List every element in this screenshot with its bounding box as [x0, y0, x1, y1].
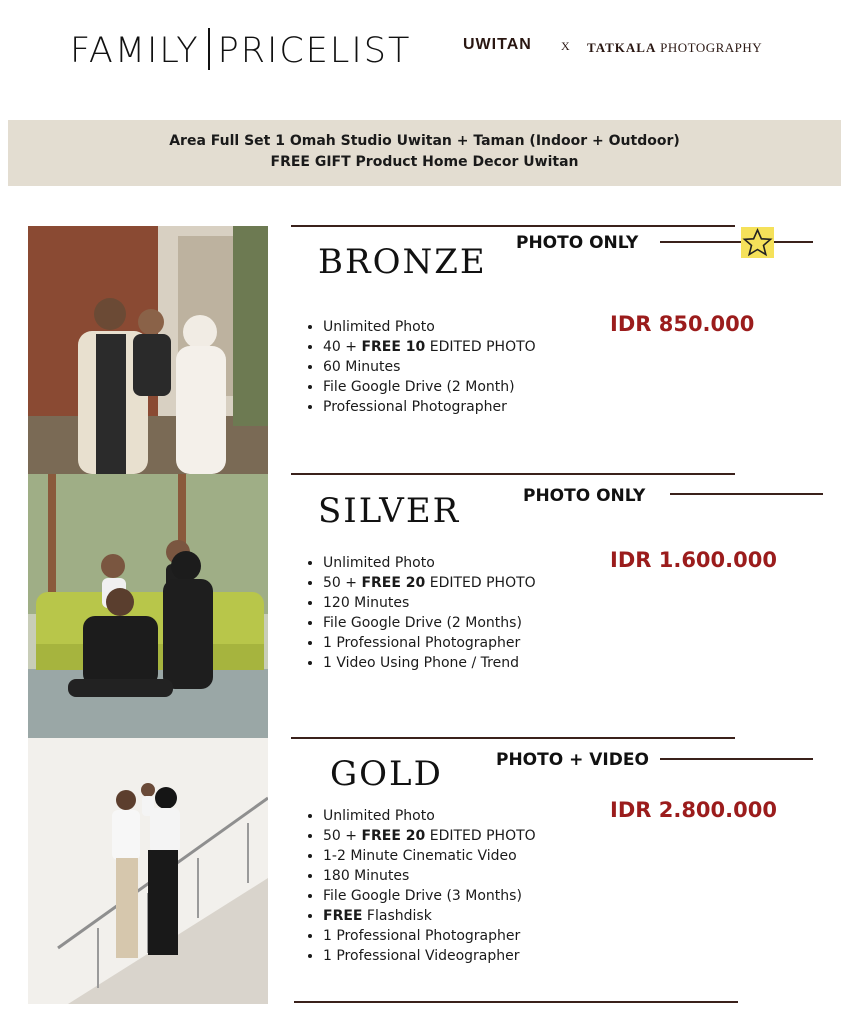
feature-item: • FREE Flashdisk: [323, 906, 536, 926]
bronze-price: IDR 850.000: [610, 312, 755, 336]
gold-title: GOLD: [330, 754, 443, 794]
uwitan-logo: UWITAN: [463, 36, 532, 53]
tatkala-logo: [587, 40, 762, 56]
page-title: [70, 28, 411, 71]
gold-top-line: [291, 737, 735, 739]
gold-family-photo: [28, 738, 268, 1004]
gold-package-type: PHOTO + VIDEO: [496, 750, 649, 770]
bronze-top-line: [291, 225, 735, 227]
feature-item: • 60 Minutes: [323, 357, 536, 377]
feature-item: • 1 Professional Photographer: [323, 633, 536, 653]
feature-item: • 1 Video Using Phone / Trend: [323, 653, 536, 673]
feature-item: • 120 Minutes: [323, 593, 536, 613]
silver-top-line: [291, 473, 735, 475]
feature-item: • File Google Drive (2 Months): [323, 613, 536, 633]
gold-type-line: [660, 758, 813, 760]
collab-x: X: [561, 39, 570, 53]
silver-price: IDR 1.600.000: [610, 548, 777, 572]
bronze-package-type: PHOTO ONLY: [516, 233, 639, 253]
silver-package-type: PHOTO ONLY: [523, 486, 646, 506]
feature-item: • File Google Drive (2 Month): [323, 377, 536, 397]
feature-item: • 50 + FREE 20 EDITED PHOTO: [323, 826, 536, 846]
bronze-title: BRONZE: [318, 242, 487, 282]
feature-item: • Unlimited Photo: [323, 317, 536, 337]
silver-family-photo: [28, 474, 268, 738]
title-pricelist: PRICELIST: [217, 31, 412, 71]
gold-price: IDR 2.800.000: [610, 798, 777, 822]
silver-type-line: [670, 493, 823, 495]
silver-feature-list: [305, 553, 536, 673]
title-family: FAMILY: [70, 31, 200, 71]
feature-item: • Professional Photographer: [323, 397, 536, 417]
feature-item: • 1-2 Minute Cinematic Video: [323, 846, 536, 866]
feature-item: • Unlimited Photo: [323, 806, 536, 826]
banner-line-1: Area Full Set 1 Omah Studio Uwitan + Taman (Indoor + Outdoor): [169, 133, 680, 149]
title-divider: [208, 28, 210, 70]
feature-item: • 1 Professional Videographer: [323, 946, 536, 966]
star-icon: [741, 227, 774, 258]
feature-item: • 40 + FREE 10 EDITED PHOTO: [323, 337, 536, 357]
feature-item: • File Google Drive (3 Months): [323, 886, 536, 906]
info-banner: [8, 120, 841, 186]
gold-bottom-line: [294, 1001, 738, 1003]
feature-item: • 50 + FREE 20 EDITED PHOTO: [323, 573, 536, 593]
silver-title: SILVER: [318, 491, 461, 531]
bronze-feature-list: [305, 317, 536, 417]
partner-name: TATKALA: [587, 40, 657, 55]
feature-item: • 180 Minutes: [323, 866, 536, 886]
feature-item: • 1 Professional Photographer: [323, 926, 536, 946]
bronze-type-line: [660, 241, 813, 243]
partner-suffix: PHOTOGRAPHY: [660, 40, 763, 55]
bronze-family-photo: [28, 226, 268, 474]
banner-line-2: FREE GIFT Product Home Decor Uwitan: [270, 154, 579, 170]
feature-item: • Unlimited Photo: [323, 553, 536, 573]
gold-feature-list: [305, 806, 536, 966]
